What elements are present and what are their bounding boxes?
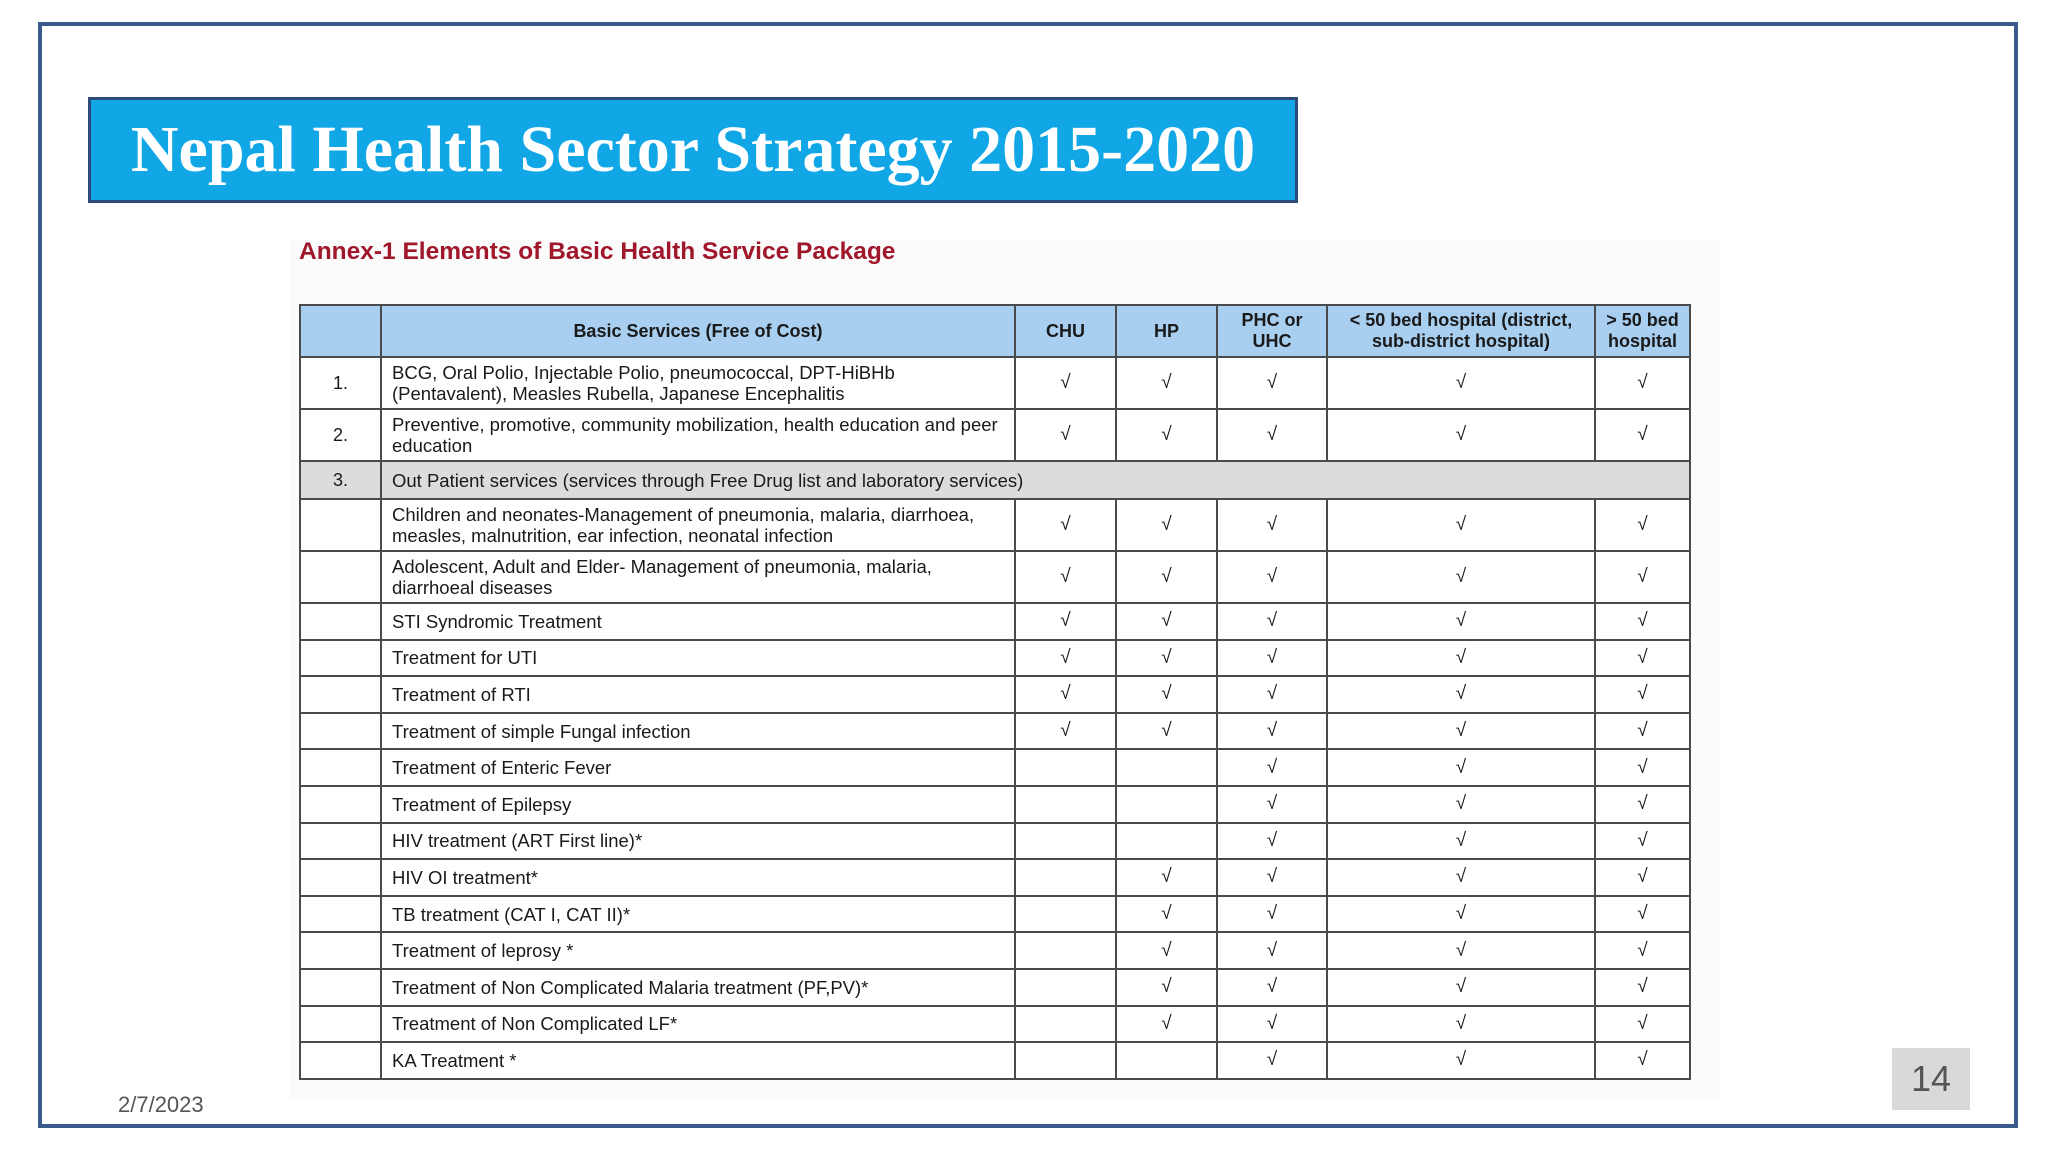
row-number — [300, 749, 381, 786]
check-cell-chu — [1015, 499, 1116, 551]
checkmark-icon: √ — [1161, 903, 1172, 925]
check-cell-hp — [1116, 823, 1217, 860]
checkmark-icon: √ — [1455, 566, 1467, 587]
checkmark-icon: √ — [1161, 866, 1172, 888]
check-cell-chu — [1015, 823, 1116, 860]
header-over-50-bed: > 50 bed hospital — [1595, 305, 1690, 357]
checkmark-icon: √ — [1266, 866, 1278, 888]
check-cell-chu — [1015, 749, 1116, 786]
service-name: Preventive, promotive, community mobilization, health education and peer education — [381, 409, 1015, 461]
check-cell-hp — [1116, 1006, 1217, 1043]
checkmark-icon: √ — [1266, 793, 1278, 815]
header-basic-services: Basic Services (Free of Cost) — [381, 305, 1015, 357]
check-cell-phc-uhc — [1217, 409, 1327, 461]
row-number — [300, 603, 381, 640]
check-cell-phc-uhc — [1217, 749, 1327, 786]
checkmark-icon: √ — [1060, 424, 1071, 445]
check-cell-phc-uhc — [1217, 603, 1327, 640]
checkmark-icon: √ — [1637, 939, 1648, 961]
table-row — [300, 969, 1690, 1006]
check-cell-hp — [1116, 409, 1217, 461]
check-cell-under-50-bed — [1327, 969, 1595, 1006]
checkmark-icon: √ — [1637, 793, 1648, 815]
checkmark-icon: √ — [1455, 939, 1467, 961]
checkmark-icon: √ — [1161, 372, 1172, 393]
checkmark-icon: √ — [1455, 793, 1467, 815]
checkmark-icon: √ — [1161, 514, 1172, 535]
check-cell-over-50-bed — [1595, 713, 1690, 750]
checkmark-icon: √ — [1161, 976, 1172, 998]
checkmark-icon: √ — [1060, 372, 1071, 393]
check-cell-chu — [1015, 859, 1116, 896]
check-cell-hp — [1116, 1042, 1217, 1079]
check-cell-phc-uhc — [1217, 823, 1327, 860]
check-cell-hp — [1116, 969, 1217, 1006]
checkmark-icon: √ — [1060, 566, 1071, 587]
checkmark-icon: √ — [1455, 646, 1467, 668]
check-cell-hp — [1116, 786, 1217, 823]
checkmark-icon: √ — [1455, 372, 1467, 393]
check-cell-hp — [1116, 932, 1217, 969]
checkmark-icon: √ — [1637, 720, 1648, 742]
checkmark-icon: √ — [1455, 1049, 1467, 1071]
check-cell-hp — [1116, 896, 1217, 933]
check-cell-phc-uhc — [1217, 357, 1327, 409]
checkmark-icon: √ — [1266, 1012, 1278, 1034]
check-cell-under-50-bed — [1327, 859, 1595, 896]
check-cell-under-50-bed — [1327, 357, 1595, 409]
check-cell-over-50-bed — [1595, 676, 1690, 713]
check-cell-under-50-bed — [1327, 713, 1595, 750]
checkmark-icon: √ — [1161, 646, 1172, 668]
service-name: Treatment of leprosy * — [381, 932, 1015, 969]
check-cell-under-50-bed — [1327, 499, 1595, 551]
checkmark-icon: √ — [1266, 646, 1278, 668]
check-cell-chu — [1015, 603, 1116, 640]
checkmark-icon: √ — [1060, 514, 1071, 535]
checkmark-icon: √ — [1637, 372, 1648, 393]
check-cell-over-50-bed — [1595, 551, 1690, 603]
check-cell-hp — [1116, 499, 1217, 551]
table-row — [300, 499, 1690, 551]
header-num — [300, 305, 381, 357]
check-cell-chu — [1015, 932, 1116, 969]
checkmark-icon: √ — [1637, 514, 1648, 535]
check-cell-under-50-bed — [1327, 786, 1595, 823]
basic-health-service-table — [299, 304, 1691, 1080]
checkmark-icon: √ — [1637, 976, 1648, 998]
table-row — [300, 357, 1690, 409]
table-row — [300, 896, 1690, 933]
check-cell-phc-uhc — [1217, 969, 1327, 1006]
checkmark-icon: √ — [1266, 1049, 1278, 1071]
table-row — [300, 859, 1690, 896]
check-cell-under-50-bed — [1327, 676, 1595, 713]
service-name: Treatment of RTI — [381, 676, 1015, 713]
check-cell-over-50-bed — [1595, 409, 1690, 461]
checkmark-icon: √ — [1060, 720, 1071, 742]
table-row — [300, 1006, 1690, 1043]
check-cell-under-50-bed — [1327, 823, 1595, 860]
service-name: Treatment of simple Fungal infection — [381, 713, 1015, 750]
check-cell-over-50-bed — [1595, 357, 1690, 409]
check-cell-over-50-bed — [1595, 859, 1690, 896]
table-row — [300, 640, 1690, 677]
check-cell-phc-uhc — [1217, 713, 1327, 750]
check-cell-phc-uhc — [1217, 1042, 1327, 1079]
checkmark-icon: √ — [1455, 720, 1467, 742]
check-cell-chu — [1015, 676, 1116, 713]
checkmark-icon: √ — [1266, 720, 1278, 742]
row-number — [300, 786, 381, 823]
check-cell-phc-uhc — [1217, 551, 1327, 603]
check-cell-under-50-bed — [1327, 932, 1595, 969]
check-cell-chu — [1015, 551, 1116, 603]
checkmark-icon: √ — [1161, 424, 1172, 445]
check-cell-over-50-bed — [1595, 640, 1690, 677]
checkmark-icon: √ — [1637, 610, 1648, 632]
checkmark-icon: √ — [1637, 903, 1648, 925]
check-cell-chu — [1015, 1006, 1116, 1043]
service-name: Adolescent, Adult and Elder- Management of pneumonia, malaria, diarrhoeal diseases — [381, 551, 1015, 603]
check-cell-hp — [1116, 640, 1217, 677]
check-cell-over-50-bed — [1595, 603, 1690, 640]
service-name: Children and neonates-Management of pneumonia, malaria, diarrhoea, measles, malnutrition, ear infection, neonatal infection — [381, 499, 1015, 551]
table-row — [300, 823, 1690, 860]
check-cell-under-50-bed — [1327, 1006, 1595, 1043]
service-name: HIV treatment (ART First line)* — [381, 823, 1015, 860]
check-cell-hp — [1116, 603, 1217, 640]
checkmark-icon: √ — [1637, 683, 1648, 705]
table-row — [300, 676, 1690, 713]
check-cell-phc-uhc — [1217, 859, 1327, 896]
check-cell-under-50-bed — [1327, 603, 1595, 640]
table-row — [300, 749, 1690, 786]
service-name: HIV OI treatment* — [381, 859, 1015, 896]
check-cell-chu — [1015, 640, 1116, 677]
table-row — [300, 603, 1690, 640]
check-cell-over-50-bed — [1595, 749, 1690, 786]
service-name: Out Patient services (services through Free Drug list and laboratory services) — [381, 461, 1690, 499]
checkmark-icon: √ — [1637, 1049, 1648, 1071]
row-number — [300, 499, 381, 551]
checkmark-icon: √ — [1161, 939, 1172, 961]
service-name: STI Syndromic Treatment — [381, 603, 1015, 640]
row-number — [300, 823, 381, 860]
row-number — [300, 676, 381, 713]
check-cell-over-50-bed — [1595, 823, 1690, 860]
checkmark-icon: √ — [1455, 424, 1467, 445]
header-under-50-bed: < 50 bed hospital (district, sub-district hospital) — [1327, 305, 1595, 357]
check-cell-over-50-bed — [1595, 969, 1690, 1006]
row-number — [300, 859, 381, 896]
row-number: 2. — [300, 409, 381, 461]
check-cell-phc-uhc — [1217, 499, 1327, 551]
checkmark-icon: √ — [1455, 514, 1467, 535]
check-cell-under-50-bed — [1327, 409, 1595, 461]
checkmark-icon: √ — [1637, 646, 1648, 668]
checkmark-icon: √ — [1455, 829, 1467, 851]
table-body — [300, 357, 1690, 1079]
checkmark-icon: √ — [1455, 866, 1467, 888]
check-cell-phc-uhc — [1217, 932, 1327, 969]
check-cell-phc-uhc — [1217, 1006, 1327, 1043]
table-row — [300, 409, 1690, 461]
check-cell-over-50-bed — [1595, 1042, 1690, 1079]
check-cell-chu — [1015, 1042, 1116, 1079]
table-row — [300, 786, 1690, 823]
checkmark-icon: √ — [1266, 976, 1278, 998]
checkmark-icon: √ — [1455, 903, 1467, 925]
checkmark-icon: √ — [1266, 756, 1278, 778]
table-row — [300, 932, 1690, 969]
header-hp: HP — [1116, 305, 1217, 357]
check-cell-under-50-bed — [1327, 640, 1595, 677]
check-cell-under-50-bed — [1327, 551, 1595, 603]
check-cell-over-50-bed — [1595, 932, 1690, 969]
row-number — [300, 551, 381, 603]
row-number: 1. — [300, 357, 381, 409]
checkmark-icon: √ — [1266, 610, 1278, 632]
checkmark-icon: √ — [1455, 976, 1467, 998]
service-name: BCG, Oral Polio, Injectable Polio, pneumococcal, DPT-HiBHb (Pentavalent), Measles Rubella, Japanese Encephalitis — [381, 357, 1015, 409]
check-cell-hp — [1116, 551, 1217, 603]
header-phc-uhc: PHC or UHC — [1217, 305, 1327, 357]
check-cell-hp — [1116, 713, 1217, 750]
service-name: Treatment of Non Complicated Malaria treatment (PF,PV)* — [381, 969, 1015, 1006]
checkmark-icon: √ — [1266, 372, 1278, 393]
row-number — [300, 1006, 381, 1043]
row-number — [300, 1042, 381, 1079]
check-cell-over-50-bed — [1595, 499, 1690, 551]
check-cell-hp — [1116, 859, 1217, 896]
checkmark-icon: √ — [1266, 903, 1278, 925]
checkmark-icon: √ — [1060, 646, 1071, 668]
row-number — [300, 896, 381, 933]
service-name: KA Treatment * — [381, 1042, 1015, 1079]
row-number — [300, 932, 381, 969]
check-cell-under-50-bed — [1327, 896, 1595, 933]
table-row — [300, 1042, 1690, 1079]
checkmark-icon: √ — [1266, 939, 1278, 961]
table-row — [300, 713, 1690, 750]
row-number: 3. — [300, 461, 381, 499]
checkmark-icon: √ — [1266, 683, 1278, 705]
checkmark-icon: √ — [1161, 720, 1172, 742]
checkmark-icon: √ — [1637, 829, 1648, 851]
checkmark-icon: √ — [1266, 514, 1278, 535]
checkmark-icon: √ — [1266, 566, 1278, 587]
check-cell-phc-uhc — [1217, 676, 1327, 713]
checkmark-icon: √ — [1455, 683, 1467, 705]
checkmark-icon: √ — [1060, 610, 1071, 632]
checkmark-icon: √ — [1455, 756, 1467, 778]
checkmark-icon: √ — [1637, 756, 1648, 778]
checkmark-icon: √ — [1637, 566, 1648, 587]
check-cell-under-50-bed — [1327, 1042, 1595, 1079]
checkmark-icon: √ — [1161, 683, 1172, 705]
service-name: TB treatment (CAT I, CAT II)* — [381, 896, 1015, 933]
checkmark-icon: √ — [1455, 1012, 1467, 1034]
table-section-row — [300, 461, 1690, 499]
table-header-row — [300, 305, 1690, 357]
slide-date: 2/7/2023 — [118, 1092, 204, 1117]
row-number — [300, 640, 381, 677]
checkmark-icon: √ — [1161, 610, 1172, 632]
check-cell-phc-uhc — [1217, 896, 1327, 933]
check-cell-hp — [1116, 749, 1217, 786]
service-name: Treatment for UTI — [381, 640, 1015, 677]
check-cell-over-50-bed — [1595, 1006, 1690, 1043]
checkmark-icon: √ — [1266, 424, 1278, 445]
checkmark-icon: √ — [1637, 866, 1648, 888]
check-cell-chu — [1015, 713, 1116, 750]
check-cell-chu — [1015, 409, 1116, 461]
header-chu: CHU — [1015, 305, 1116, 357]
service-name: Treatment of Enteric Fever — [381, 749, 1015, 786]
check-cell-chu — [1015, 786, 1116, 823]
slide-title: Nepal Health Sector Strategy 2015-2020 — [130, 113, 1256, 186]
page-number: 14 — [1892, 1048, 1970, 1110]
check-cell-chu — [1015, 357, 1116, 409]
service-name: Treatment of Epilepsy — [381, 786, 1015, 823]
checkmark-icon: √ — [1161, 1012, 1172, 1034]
checkmark-icon: √ — [1060, 683, 1071, 705]
checkmark-icon: √ — [1266, 829, 1278, 851]
annex-title: Annex-1 Elements of Basic Health Service Package — [299, 238, 896, 265]
check-cell-hp — [1116, 357, 1217, 409]
slide-title-banner — [88, 97, 1298, 203]
check-cell-over-50-bed — [1595, 786, 1690, 823]
table-row — [300, 551, 1690, 603]
check-cell-under-50-bed — [1327, 749, 1595, 786]
checkmark-icon: √ — [1161, 566, 1172, 587]
check-cell-hp — [1116, 676, 1217, 713]
checkmark-icon: √ — [1637, 424, 1648, 445]
check-cell-phc-uhc — [1217, 640, 1327, 677]
check-cell-over-50-bed — [1595, 896, 1690, 933]
checkmark-icon: √ — [1455, 610, 1467, 632]
check-cell-phc-uhc — [1217, 786, 1327, 823]
row-number — [300, 969, 381, 1006]
row-number — [300, 713, 381, 750]
checkmark-icon: √ — [1637, 1012, 1648, 1034]
check-cell-chu — [1015, 896, 1116, 933]
check-cell-chu — [1015, 969, 1116, 1006]
service-name: Treatment of Non Complicated LF* — [381, 1006, 1015, 1043]
